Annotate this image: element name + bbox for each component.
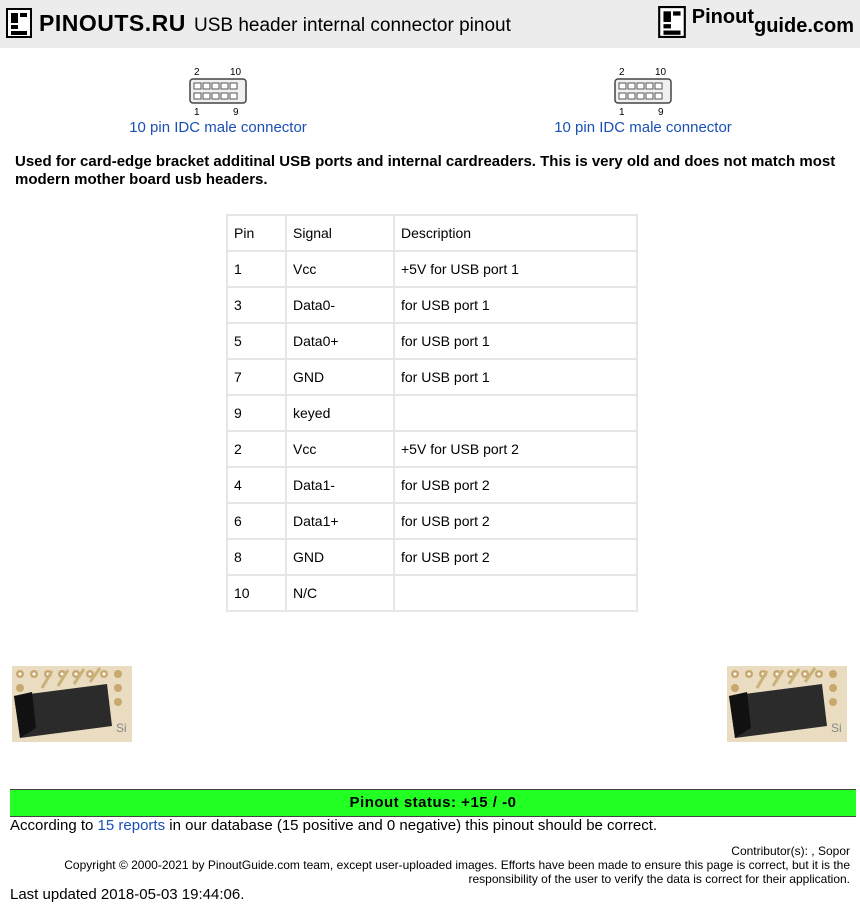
header-cell: Pin	[227, 215, 286, 251]
pin-label-2: 2	[194, 67, 200, 78]
reports-link[interactable]: 15 reports	[97, 817, 166, 834]
table-row	[227, 287, 637, 323]
connector-photo[interactable]	[727, 666, 847, 742]
table-row	[227, 467, 637, 503]
pin-label-10: 10	[655, 67, 667, 78]
idc-connector-icon	[608, 65, 678, 117]
reports-text	[10, 817, 657, 834]
table-row	[227, 539, 637, 575]
description-cell: +5V for USB port 2	[394, 431, 637, 467]
description-cell: for USB port 2	[394, 503, 637, 539]
table-row	[227, 323, 637, 359]
pin-cell: 10	[227, 575, 286, 611]
signal-cell: Data0-	[286, 287, 394, 323]
table-row	[227, 359, 637, 395]
connector-link[interactable]: 10 pin IDC male connector	[129, 119, 307, 136]
connector-photo[interactable]	[12, 666, 132, 742]
table-row	[227, 395, 637, 431]
signal-cell: GND	[286, 539, 394, 575]
table-row	[227, 575, 637, 611]
pin-cell: 8	[227, 539, 286, 575]
pin-label-2: 2	[619, 67, 625, 78]
signal-cell: keyed	[286, 395, 394, 431]
pin-label-10: 10	[230, 67, 242, 78]
brand-logo-icon	[658, 6, 686, 38]
description-cell: for USB port 1	[394, 323, 637, 359]
signal-cell: N/C	[286, 575, 394, 611]
signal-cell: Vcc	[286, 251, 394, 287]
connector-right	[513, 65, 773, 136]
pinout-status-bar: Pinout status: +15 / -0	[10, 789, 856, 817]
description-cell: for USB port 2	[394, 539, 637, 575]
description-cell: for USB port 1	[394, 359, 637, 395]
last-updated: Last updated 2018-05-03 19:44:06.	[10, 886, 245, 903]
pin-cell: 3	[227, 287, 286, 323]
table-row	[227, 431, 637, 467]
pin-label-9: 9	[233, 107, 239, 117]
brand-part2: guide.com	[753, 15, 854, 37]
idc-connector-icon	[183, 65, 253, 117]
description-cell: for USB port 1	[394, 287, 637, 323]
connector-link[interactable]: 10 pin IDC male connector	[554, 119, 732, 136]
svg-text:Si: Si	[831, 721, 842, 735]
description-cell: +5V for USB port 1	[394, 251, 637, 287]
pin-cell: 5	[227, 323, 286, 359]
pinout-table	[226, 214, 638, 612]
signal-cell: Vcc	[286, 431, 394, 467]
reports-prefix: According to	[10, 817, 98, 834]
pin-cell: 7	[227, 359, 286, 395]
pinoutguide-logo[interactable]	[658, 6, 854, 38]
pin-cell: 2	[227, 431, 286, 467]
table-row	[227, 251, 637, 287]
copyright: Copyright © 2000-2021 by PinoutGuide.com team, except user-uploaded images. Efforts have been made to ensure this page is correct, but it is the responsibility of the user to verify the data is correct for their application.	[64, 858, 850, 886]
pin-cell: 1	[227, 251, 286, 287]
description-cell: for USB port 2	[394, 467, 637, 503]
header-cell: Description	[394, 215, 637, 251]
table-row	[227, 503, 637, 539]
reports-suffix: in our database (15 positive and 0 negative) this pinout should be correct.	[165, 817, 658, 834]
connector-left	[88, 65, 348, 136]
pin-label-9: 9	[658, 107, 664, 117]
description-cell	[394, 575, 637, 611]
table-header-row	[227, 215, 637, 251]
pinouts-ru-logo[interactable]	[6, 8, 186, 38]
pin-cell: 6	[227, 503, 286, 539]
contributors: Contributor(s): , Sopor	[731, 844, 850, 858]
header-cell: Signal	[286, 215, 394, 251]
signal-cell: GND	[286, 359, 394, 395]
pin-label-1: 1	[194, 107, 200, 117]
brand-part1: Pinout	[691, 6, 754, 28]
pin-cell: 9	[227, 395, 286, 431]
pin-cell: 4	[227, 467, 286, 503]
site-name: PINOUTS.RU	[39, 9, 186, 36]
description-cell	[394, 395, 637, 431]
intro-text: Used for card-edge bracket additinal USB ports and internal cardreaders. This is very old and does not match most modern mother board usb headers.	[15, 153, 836, 188]
svg-text:Si: Si	[116, 721, 127, 735]
signal-cell: Data0+	[286, 323, 394, 359]
site-logo-icon	[6, 8, 32, 38]
site-header	[0, 0, 860, 48]
pin-label-1: 1	[619, 107, 625, 117]
page-title: USB header internal connector pinout	[194, 15, 511, 36]
signal-cell: Data1+	[286, 503, 394, 539]
signal-cell: Data1-	[286, 467, 394, 503]
